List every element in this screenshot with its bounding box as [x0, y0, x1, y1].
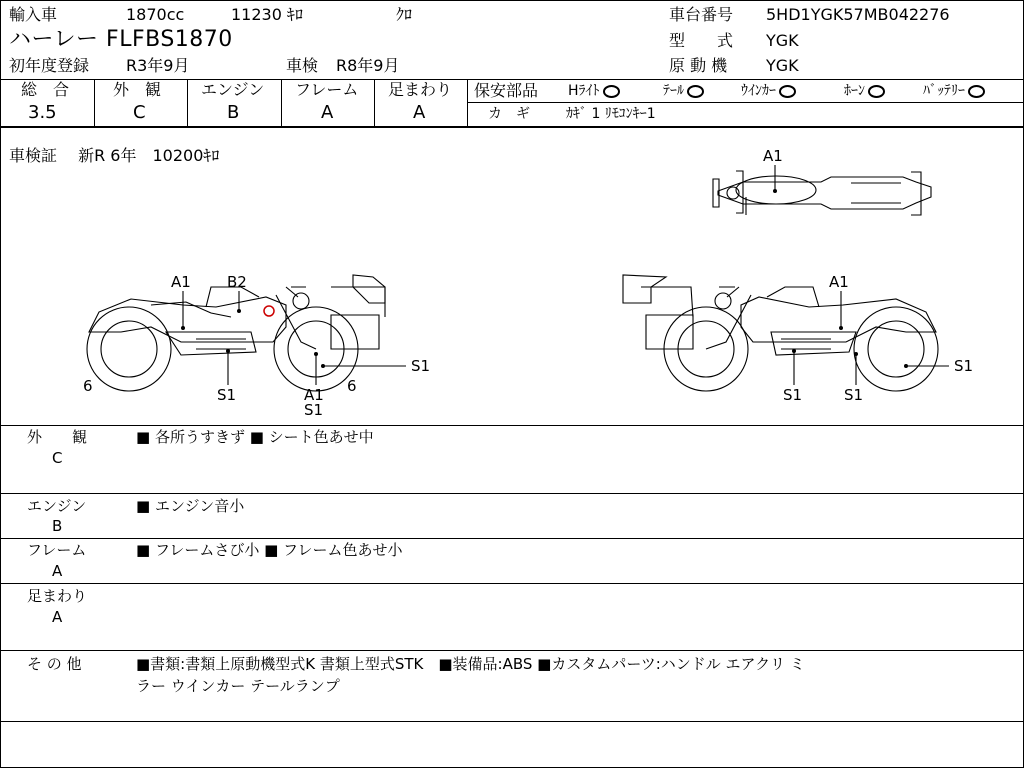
engine-grade-label: エンジン: [201, 80, 265, 99]
divider: [187, 79, 188, 126]
mark-left-s1b: S1: [304, 401, 324, 419]
remark-text-engine: ■ エンジン音小: [136, 497, 245, 515]
inspection-value: R8年9月: [336, 56, 400, 75]
first-registration-value: R3年9月: [126, 56, 190, 75]
remark-grade-engine: B: [52, 517, 63, 535]
key-value: ｶｷﾞ 1 ﾘﾓｺﾝｷｰ1: [566, 106, 656, 122]
safety-parts-label: 保安部品: [474, 81, 539, 100]
type-value: YGK: [766, 31, 799, 50]
divider: [374, 79, 375, 126]
divider: [1, 650, 1023, 651]
remark-text-other-line1: ■書類:書類上原動機型式K 書類上型式STK ■装備品:ABS ■カスタムパーツ:ハンドル エアクリ ミ: [136, 655, 805, 673]
color-value: ｸﾛ: [396, 5, 413, 24]
divider: [94, 79, 95, 126]
overall-grade-value: 3.5: [28, 102, 57, 123]
divider: [467, 79, 468, 126]
mark-left-a1: A1: [171, 273, 191, 291]
divider: [1, 493, 1023, 494]
safety-item-battery: ﾊﾞｯﾃﾘｰ: [923, 84, 985, 98]
frame-grade-label: フレーム: [295, 80, 359, 99]
mileage: 11230 ｷﾛ: [231, 5, 303, 24]
bike-right-view: [623, 275, 938, 391]
displacement: 1870cc: [126, 5, 185, 24]
remark-category-other: そ の 他: [27, 655, 82, 673]
exterior-grade-value: C: [133, 102, 146, 123]
ok-circle-icon: [968, 85, 985, 98]
overall-grade-label: 総 合: [21, 80, 70, 99]
exterior-grade-label: 外 観: [113, 80, 162, 99]
ok-circle-icon: [779, 85, 796, 98]
remark-category-suspension: 足まわり: [27, 587, 88, 605]
bike-diagrams: [1, 127, 1023, 427]
remark-text-exterior: ■ 各所うすきず ■ シート色あせ中: [136, 428, 374, 446]
mark-right-s1a: S1: [783, 386, 803, 404]
safety-item-taillight: ﾃｰﾙ: [663, 84, 704, 98]
mark-left-s1c: S1: [411, 357, 431, 375]
suspension-grade-label: 足まわり: [388, 80, 453, 99]
bike-top-view: [713, 171, 931, 215]
engine-model-label: 原 動 機: [669, 56, 728, 75]
remark-text-frame: ■ フレームさび小 ■ フレーム色あせ小: [136, 541, 403, 559]
safety-item-winker: ｳｲﾝｶｰ: [741, 84, 796, 98]
safety-item-headlight: Hﾗｲﾄ: [568, 84, 620, 98]
safety-item-horn: ﾎｰﾝ: [844, 84, 885, 98]
divider: [1, 583, 1023, 584]
import-label: 輸入車: [9, 5, 58, 24]
remark-grade-frame: A: [52, 562, 63, 580]
vin-value: 5HD1YGK57MB042276: [766, 5, 950, 24]
divider: [1, 721, 1023, 722]
remark-category-exterior: 外 観: [27, 428, 88, 446]
divider: [281, 79, 282, 126]
vin-label: 車台番号: [669, 5, 734, 24]
type-label: 型 式: [669, 31, 734, 50]
frame-grade-value: A: [321, 102, 334, 123]
remark-category-frame: フレーム: [27, 541, 87, 559]
engine-model-value: YGK: [766, 56, 799, 75]
mark-right-a1: A1: [829, 273, 849, 291]
mark-top-a1: A1: [763, 147, 783, 165]
remark-grade-exterior: C: [52, 449, 63, 467]
mark-right-s1c: S1: [954, 357, 974, 375]
mark-left-a1b: A1: [304, 386, 324, 404]
ok-circle-icon: [687, 85, 704, 98]
remark-category-engine: エンジン: [27, 497, 87, 515]
remark-text-other-line2: ラー ウインカー テールランプ: [136, 677, 340, 695]
divider: [1, 425, 1023, 426]
ok-circle-icon: [868, 85, 885, 98]
damage-mark-red: [264, 306, 274, 316]
maker-model: ハーレー FLFBS1870: [9, 27, 233, 52]
key-label: カ ギ: [488, 106, 530, 122]
divider: [467, 102, 1023, 103]
ok-circle-icon: [603, 85, 620, 98]
engine-grade-value: B: [227, 102, 240, 123]
remark-grade-suspension: A: [52, 608, 63, 626]
suspension-grade-value: A: [413, 102, 426, 123]
bike-left-view: [87, 275, 385, 391]
divider: [1, 538, 1023, 539]
first-registration-label: 初年度登録: [9, 56, 90, 75]
certificate-note: 車検証 新R 6年 10200ｷﾛ: [9, 146, 220, 165]
mark-left-b2: B2: [227, 273, 247, 291]
mark-right-s1b: S1: [844, 386, 864, 404]
mark-left-6b: 6: [347, 377, 357, 395]
inspection-label: 車検: [286, 56, 319, 75]
mark-left-s1a: S1: [217, 386, 237, 404]
mark-left-6a: 6: [83, 377, 93, 395]
